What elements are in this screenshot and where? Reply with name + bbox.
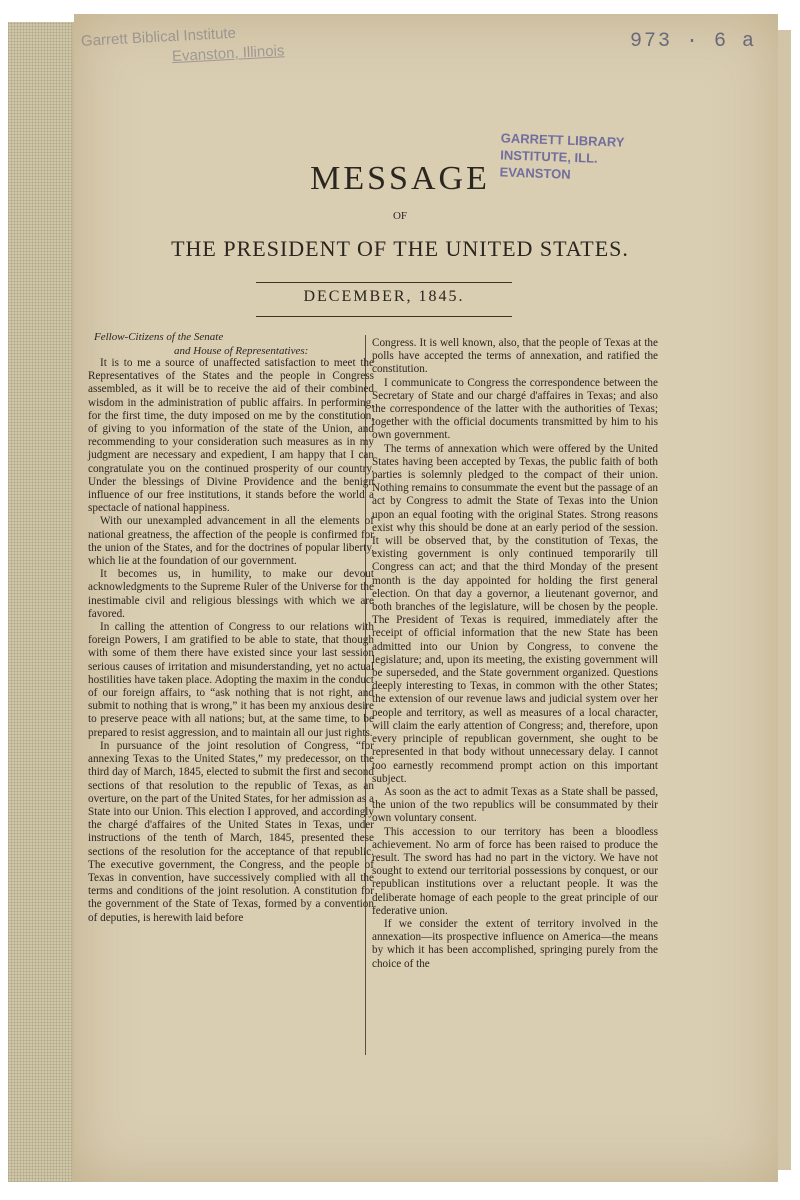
library-stamp-line3: EVANSTON — [499, 164, 571, 182]
salutation-line2: and House of Representatives: — [174, 345, 309, 357]
rule-above-date — [256, 282, 512, 283]
faded-stamp-line2: Evanston, Illinois — [171, 42, 285, 66]
paragraph: With our unexampled advancement in all the elements of national greatness, the affection of the people is confirmed for the union of the States, and for the doctrines of popular liberty, which lie at the foundation of our government. — [88, 515, 374, 568]
paragraph: This accession to our territory has been a bloodless achievement. No arm of force has been raised to produce the result. The sword has had no part in the victory. We have not sought to extend our territorial possessions by conquest, or our republican institutions over a reluctant people. It was the deliberate homage of each people to the great principle of our federative union. — [372, 825, 658, 917]
paragraph: If we consider the extent of territory involved in the annexation—its prospective influence on America—the means by which it has been accomplished, springing purely from the choice of the — [372, 917, 658, 970]
book-spine — [8, 22, 73, 1182]
paragraph: It is to me a source of unaffected satisfaction to meet the Representatives of the States and the people in Congress assembled, as it will be to receive the aid of their combined wisdom in the administration of public affairs. In performing, for the first time, the duty imposed on me by the constitution, of giving to you information of the state of the Union, and recommending to your consideration such measures as in my judgment are necessary and expedient, I am happy that I can congratulate you on the continued prosperity of our country. Under the blessings of Divine Providence and the benign influence of our free institutions, it stands before the world a spectacle of national happiness. — [88, 357, 374, 515]
left-column — [88, 357, 374, 925]
paragraph: Congress. It is well known, also, that the people of Texas at the polls have accepted the terms of annexation, and ratified the constitution. — [372, 337, 658, 376]
page-edge — [776, 30, 791, 1170]
right-column — [372, 337, 658, 971]
library-stamp-line1: GARRETT LIBRARY — [500, 130, 625, 150]
salutation-line1: Fellow-Citizens of the Senate — [94, 331, 224, 343]
paragraph: It becomes us, in humility, to make our devout acknowledgments to the Supreme Ruler of the Universe for the inestimable civil and religious blessings with which we are favored. — [88, 568, 374, 620]
paragraph: I communicate to Congress the correspondence between the Secretary of State and our chargé d'affaires in Texas; and also the correspondence of the latter with the authorities of Texas; together with the official documents transmitted by him to his own government. — [372, 376, 658, 442]
paragraph: In pursuance of the joint resolution of Congress, “for annexing Texas to the United States,” my predecessor, on the third day of March, 1845, elected to submit the first and second sections of that resolution to the republic of Texas, as an overture, on the part of the United States, for her admission as a State into our Union. This election I approved, and accordingly the chargé d'affaires of the United States in Texas, under instructions of the tenth of March, 1845, presented these sections of the resolution for the acceptance of that republic. The executive government, the Congress, and the people of Texas in convention, have successively complied with all the terms and conditions of the joint resolution. A constitution for the government of the State of Texas, formed by a convention of deputies, is herewith laid before — [88, 739, 374, 924]
library-stamp-line2: INSTITUTE, ILL. — [499, 147, 598, 166]
rule-below-date — [256, 316, 512, 317]
document-subtitle: THE PRESIDENT OF THE UNITED STATES. — [171, 236, 629, 261]
document-title: MESSAGE — [310, 160, 490, 197]
paragraph: The terms of annexation which were offered by the United States having been accepted by Texas, the public faith of both parties is solemnly pledged to the compact of their union. Nothing remains to consummate the event but the passage of an act by Congress to admit the State of Texas into the Union upon an equal footing with the original States. Strong reasons exist why this should be done at an early period of the session. It will be observed that, by the constitution of Texas, the existing government is only continued temporarily till Congress can act; and that the third Monday of the present month is the day appointed for holding the first general election. On that day a governor, a lieutenant governor, and both branches of the legislature, will be chosen by the people. The President of Texas is required, immediately after the receipt of official information that the new State has been admitted into our Union by Congress, to convene the legislature; and, upon its meeting, the existing government will be superseded, and the State government organized. Questions deeply interesting to Texas, in common with the other States; the extension of our revenue laws and judicial system over her people and territory, as well as measures of a local character, will claim the early attention of Congress; and, therefore, upon every principle of republican government, she ought to be represented in that body without unnecessary delay. I cannot too earnestly recommend prompt action on this important subject. — [372, 442, 658, 785]
document-date: DECEMBER, 1845. — [303, 288, 465, 305]
paragraph: As soon as the act to admit Texas as a State shall be passed, the union of the two republics will be consummated by their own voluntary consent. — [372, 785, 658, 825]
salutation — [94, 330, 374, 358]
catalog-number: 973 · 6 a — [630, 30, 757, 53]
title-of: OF — [392, 210, 408, 222]
faded-stamp-line1: Garrett Biblical Institute — [80, 24, 237, 50]
paragraph: In calling the attention of Congress to our relations with foreign Powers, I am gratified to be able to state, that though with some of them there have existed since your last session serious causes of irritation and misunderstanding, yet no actual hostilities have taken place. Adopting the maxim in the conduct of our foreign affairs, to “ask nothing that is not right, and submit to nothing that is wrong,” it has been my anxious desire to preserve peace with all nations; but, at the same time, to be prepared to resist aggression, and to maintain all our just rights. — [88, 621, 374, 739]
